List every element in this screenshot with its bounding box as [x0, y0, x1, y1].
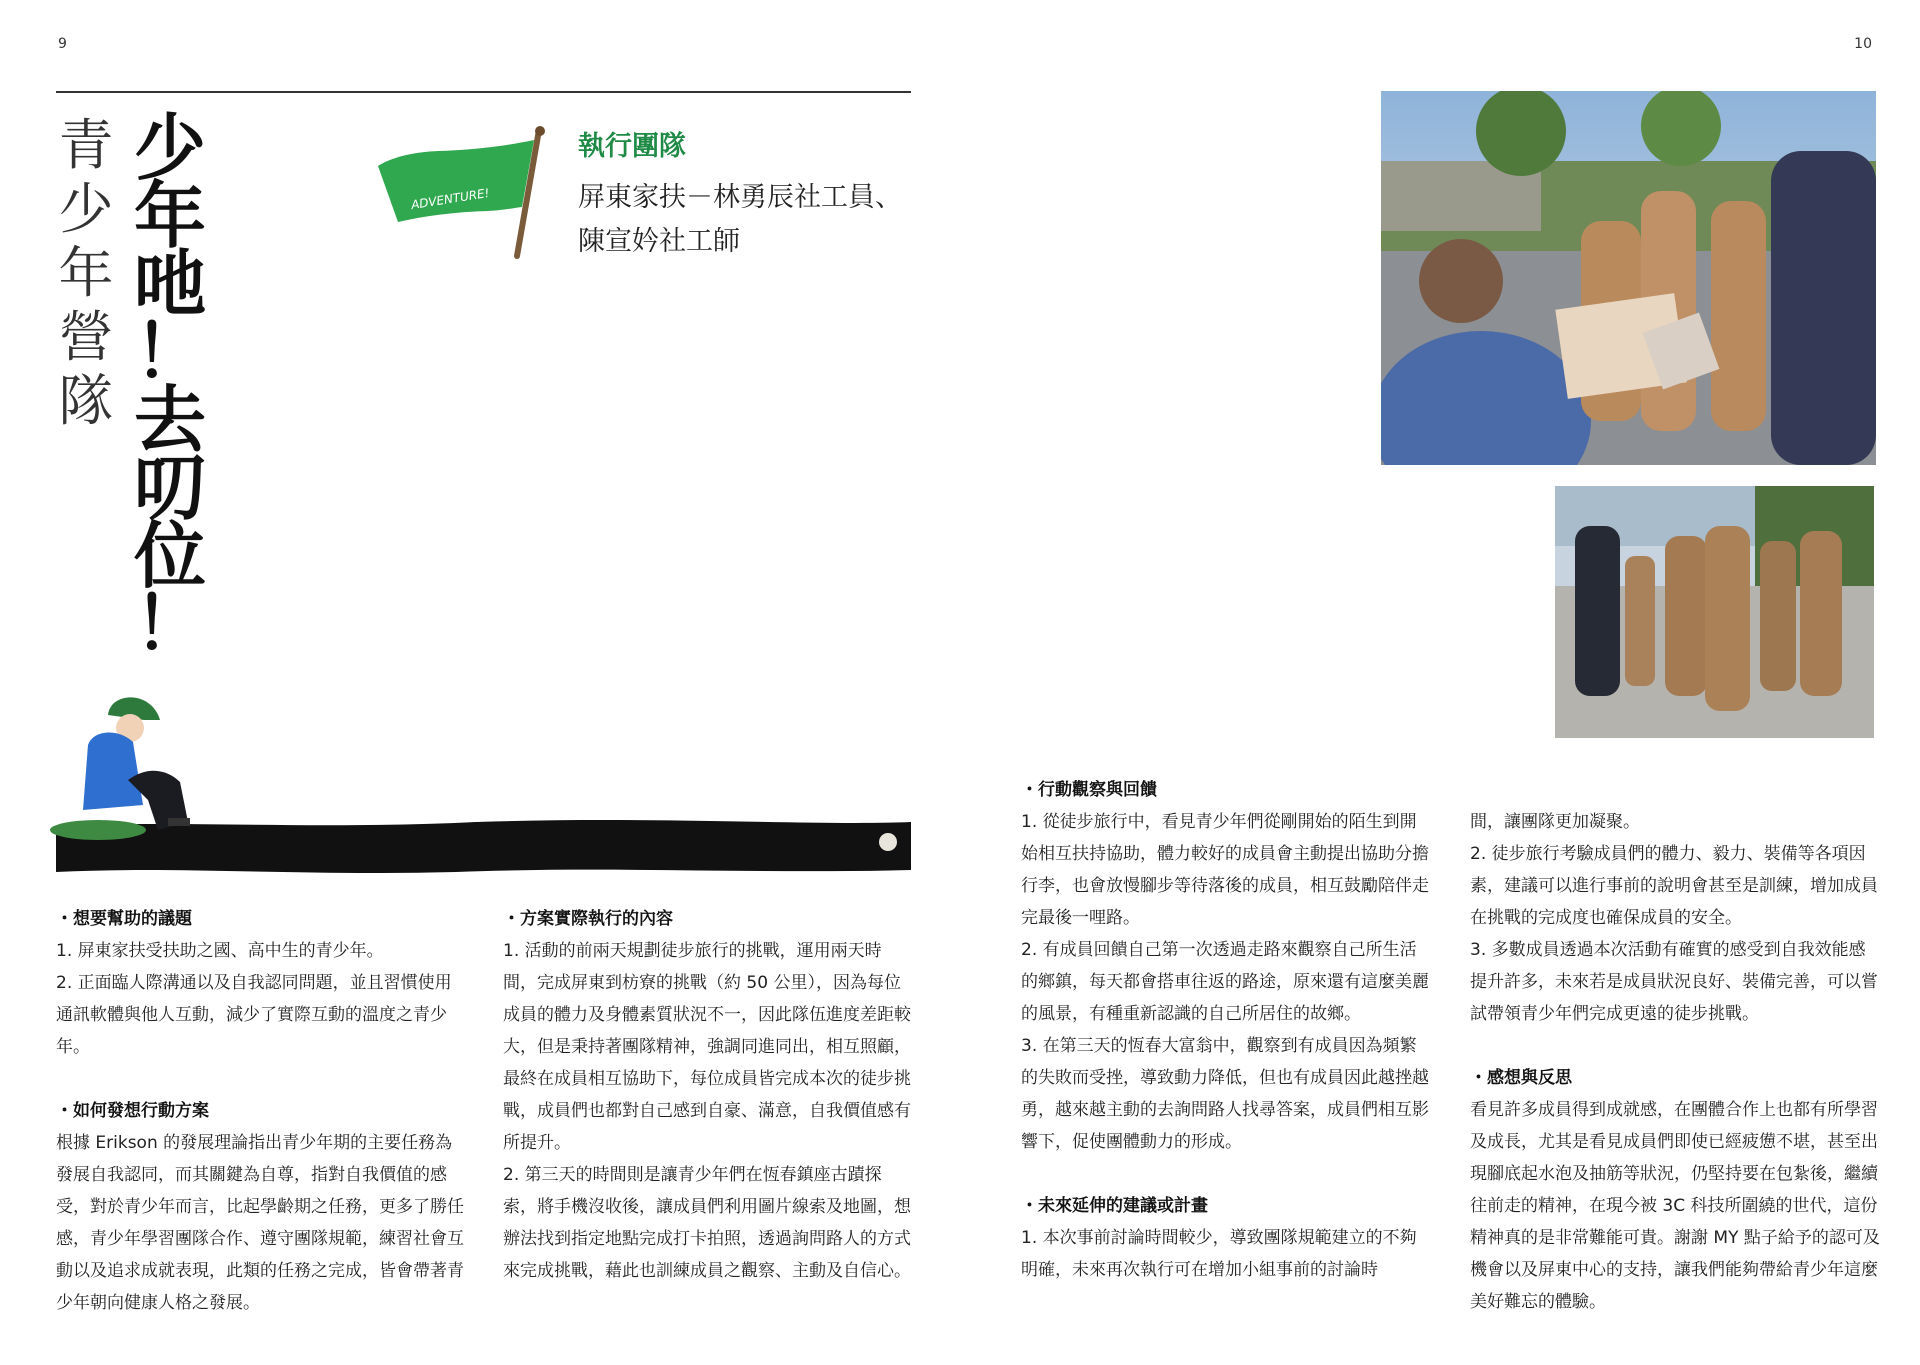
team-members	[578, 176, 918, 264]
paragraph: 1. 從徒步旅行中，看見青少年們從剛開始的陌生到開始相互扶持協助，體力較好的成員會主動提出協助分擔行李，也會放慢腳步等待落後的成員，相互鼓勵陪伴走完最後一哩路。	[1021, 812, 1429, 928]
page-number-right: 10	[1854, 36, 1872, 52]
team-line-1: 屏東家扶－林勇辰社工員、	[578, 182, 902, 213]
main-title-char: ！	[133, 582, 206, 666]
walking-group-photo	[1555, 486, 1874, 738]
section-issue	[56, 903, 466, 1319]
paragraph: 根據 Erikson 的發展理論指出青少年期的主要任務為發展自我認同，而其關鍵為自尊，指對自我價值的感受，對於青少年而言，比起學齡期之任務，更多了勝任感，青少年學習團隊合作、遵守團隊規範，練習社會互動以及追求成就表現，此類的任務之完成，皆會帶著青少年朝向健康人格之發展。	[56, 1133, 464, 1313]
paragraph: 1. 本次事前討論時間較少，導致團隊規範建立的不夠明確，未來再次執行可在增加小組事前的討論時	[1021, 1228, 1417, 1280]
subtitle-char: 年	[58, 241, 114, 305]
section-heading: ・方案實際執行的內容	[503, 909, 673, 929]
section-heading: ・想要幫助的議題	[56, 909, 192, 929]
paragraph: 3. 多數成員透過本次活動有確實的感受到自我效能感提升許多，未來若是成員狀況良好、裝備完善，可以嘗試帶領青少年們完成更遠的徒步挑戰。	[1470, 940, 1878, 1024]
main-title-char: ！	[133, 310, 206, 394]
main-title-vertical	[130, 106, 210, 666]
main-title-char: 吔	[133, 242, 206, 326]
section-heading: ・如何發想行動方案	[56, 1101, 209, 1121]
group-map-photo	[1381, 91, 1876, 465]
team-line-2: 陳宣妗社工師	[578, 226, 740, 257]
header-rule	[56, 91, 911, 93]
main-title-char: 少	[133, 106, 206, 190]
section-heading: ・行動觀察與回饋	[1021, 780, 1157, 800]
section-heading: ・感想與反思	[1470, 1068, 1572, 1088]
adventure-flag-illustration	[376, 124, 556, 264]
main-title-char: 位	[133, 514, 206, 598]
paragraph: 1. 活動的前兩天規劃徒步旅行的挑戰，運用兩天時間，完成屏東到枋寮的挑戰（約 50 公里），因為每位成員的體力及身體素質狀況不一，因此隊伍進度差距較大，但是秉持著團隊精神，強調同進同出，相互照顧，最終在成員相互協助下，每位成員皆完成本次的徒步挑戰，成員們也都對自己感到自豪、滿意，自我價值感有所提升。	[503, 941, 911, 1153]
paragraph: 2. 第三天的時間則是讓青少年們在恆春鎮座古蹟探索，將手機沒收後，讓成員們利用圖片線索及地圖，想辦法找到指定地點完成打卡拍照，透過詢問路人的方式來完成挑戰，藉此也訓練成員之觀察、主動及自信心。	[503, 1165, 911, 1281]
subtitle-char: 隊	[58, 369, 114, 433]
main-title-char: 年	[133, 174, 206, 258]
paragraph: 3. 在第三天的恆春大富翁中，觀察到有成員因為頻繁的失敗而受挫，導致動力降低，但也有成員因此越挫越勇，越來越主動的去詢問路人找尋答案，成員們相互影響下，促使團體動力的形成。	[1021, 1036, 1429, 1152]
paragraph: 2. 徒步旅行考驗成員們的體力、毅力、裝備等各項因素，建議可以進行事前的說明會甚至是訓練，增加成員在挑戰的完成度也確保成員的安全。	[1470, 844, 1878, 928]
main-title-char: 去	[133, 378, 206, 462]
subtitle-char: 青	[58, 113, 114, 177]
section-heading: ・未來延伸的建議或計畫	[1021, 1196, 1208, 1216]
paragraph: 2. 有成員回饋自己第一次透過走路來觀察自己所生活的鄉鎮，每天都會搭車往返的路途，原來還有這麼美麗的風景，有種重新認識的自己所居住的故鄉。	[1021, 940, 1429, 1024]
team-heading: 執行團隊	[578, 131, 686, 162]
boy-illustration	[48, 690, 198, 845]
paragraph: 1. 屏東家扶受扶助之國、高中生的青少年。	[56, 941, 384, 961]
subtitle-vertical	[58, 113, 114, 438]
paragraph: 間，讓團隊更加凝聚。	[1470, 812, 1640, 832]
section-observe	[1021, 774, 1431, 1286]
subtitle-char: 少	[58, 177, 114, 241]
flag-text: ADVENTURE!	[410, 185, 491, 213]
paragraph: 看見許多成員得到成就感，在團體合作上也都有所學習及成長，尤其是看見成員們即使已經疲憊不堪，甚至出現腳底起水泡及抽筋等狀況，仍堅持要在包紮後，繼續往前走的精神，在現今被 3C 科技所圍繞的世代，這份精神真的是非常難能可貴。謝謝 MY 點子給予的認可及機會以及屏東中心的支持，讓我們能夠帶給青少年這麼美好難忘的體驗。	[1470, 1100, 1880, 1312]
section-future-cont	[1470, 806, 1880, 1318]
page-number-left: 9	[58, 36, 67, 52]
paragraph: 2. 正面臨人際溝通以及自我認同問題，並且習慣使用通訊軟體與他人互動，減少了實際互動的溫度之青少年。	[56, 973, 452, 1057]
subtitle-char: 營	[58, 305, 114, 369]
main-title-char: 叨	[133, 446, 206, 530]
section-content	[503, 903, 911, 1287]
